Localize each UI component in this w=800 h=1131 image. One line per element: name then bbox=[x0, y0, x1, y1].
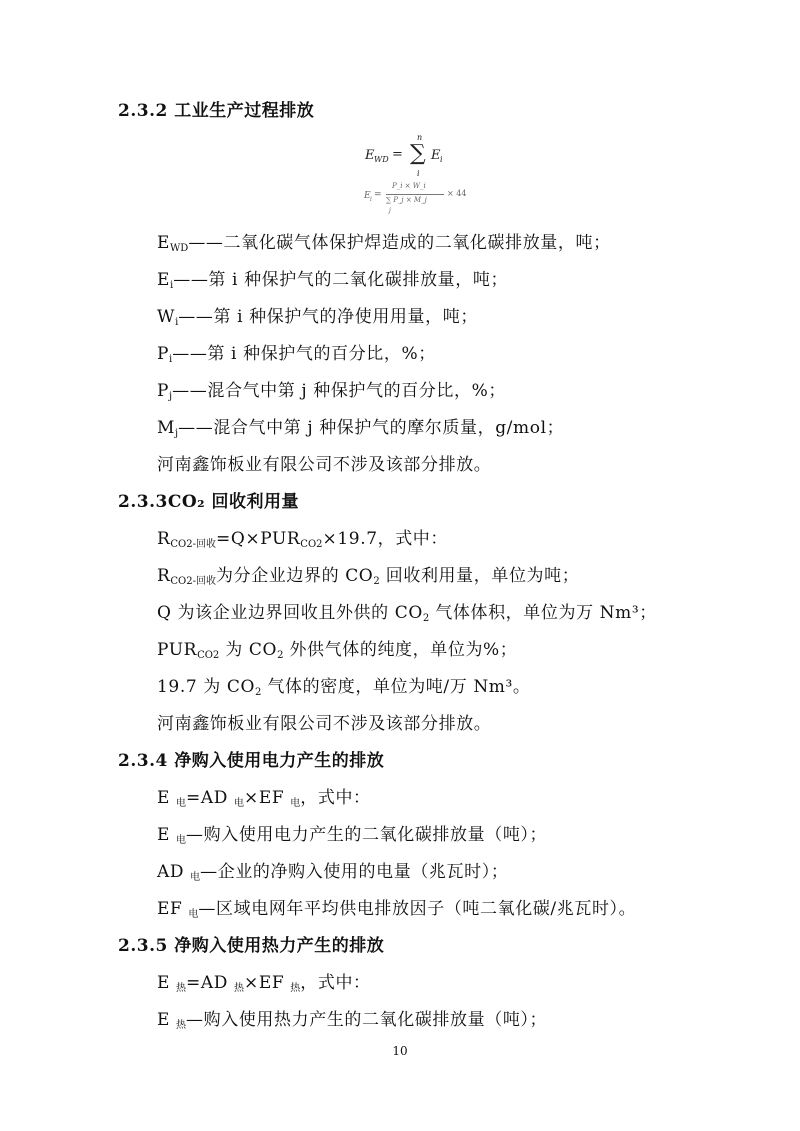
formula-rco2: $R_{CO2-回收}=Q\times PUR_{CO2}\times 19.7$，式中： bbox=[157, 529, 449, 550]
definition-pur: $PUR_{CO2}$ 为 $CO_2$ 外供气体的纯度，单位为%； bbox=[157, 640, 518, 661]
definition-ad-electric: AD $_电$—企业的净购入使用的电量（兆瓦时）； bbox=[157, 862, 509, 883]
definition-q: Q 为该企业边界回收且外供的 $CO_2$ 气体体积，单位为万 Nm³； bbox=[157, 603, 657, 624]
definition-ewd: $E_{WD}——$二氧化碳气体保护焊造成的二氧化碳排放量，吨； bbox=[157, 233, 611, 254]
definition-pj: $P_j——$混合气中第 j 种保护气的百分比，%； bbox=[157, 381, 506, 402]
definition-e-electric: E $_电$—购入使用电力产生的二氧化碳排放量（吨）； bbox=[157, 825, 548, 846]
definition-wi: $W_i——$第 i 种保护气的净使用用量，吨； bbox=[157, 307, 478, 328]
definition-pi: $P_i——$第 i 种保护气的百分比，%； bbox=[157, 344, 436, 365]
definition-mj: $M_j——$混合气中第 j 种保护气的摩尔质量，g/mol； bbox=[157, 418, 565, 439]
section-heading-2-3-2: 2.3.2 工业生产过程排放 bbox=[118, 101, 315, 121]
definition-density: 19.7 为 $CO_2$ 气体的密度，单位为吨/万 Nm³。 bbox=[157, 677, 531, 698]
not-applicable-note-2-3-2: 河南鑫饰板业有限公司不涉及该部分排放。 bbox=[157, 455, 492, 475]
section-heading-2-3-3: 2.3.3CO₂ 回收利用量 bbox=[118, 492, 300, 512]
page-number: 10 bbox=[392, 1044, 408, 1058]
formula-e-electric: E $_电$=AD $_电$×EF $_电$，式中： bbox=[157, 788, 371, 809]
not-applicable-note-2-3-3: 河南鑫饰板业有限公司不涉及该部分排放。 bbox=[157, 714, 492, 734]
section-heading-2-3-4: 2.3.4 净购入使用电力产生的排放 bbox=[118, 751, 385, 771]
formula-ewd-sum: E WD = n ∑ i E i bbox=[365, 133, 443, 178]
formula-ei-fraction: E i = P_i × W_i ∑ P_j × M_j j × 44 bbox=[364, 182, 467, 214]
definition-e-heat: E $_热$—购入使用热力产生的二氧化碳排放量（吨）； bbox=[157, 1010, 548, 1031]
definition-rco2: $R_{CO2-回收}$为分企业边界的 $CO_2$ 回收利用量，单位为吨； bbox=[157, 566, 580, 587]
definition-ei: $E_i——$第 i 种保护气的二氧化碳排放量，吨； bbox=[157, 270, 509, 291]
definition-ef-electric: EF $_电$—区域电网年平均供电排放因子（吨二氧化碳/兆瓦时）。 bbox=[157, 899, 637, 920]
section-heading-2-3-5: 2.3.5 净购入使用热力产生的排放 bbox=[118, 936, 385, 956]
formula-e-heat: E $_热$=AD $_热$×EF $_热$，式中： bbox=[157, 973, 371, 994]
